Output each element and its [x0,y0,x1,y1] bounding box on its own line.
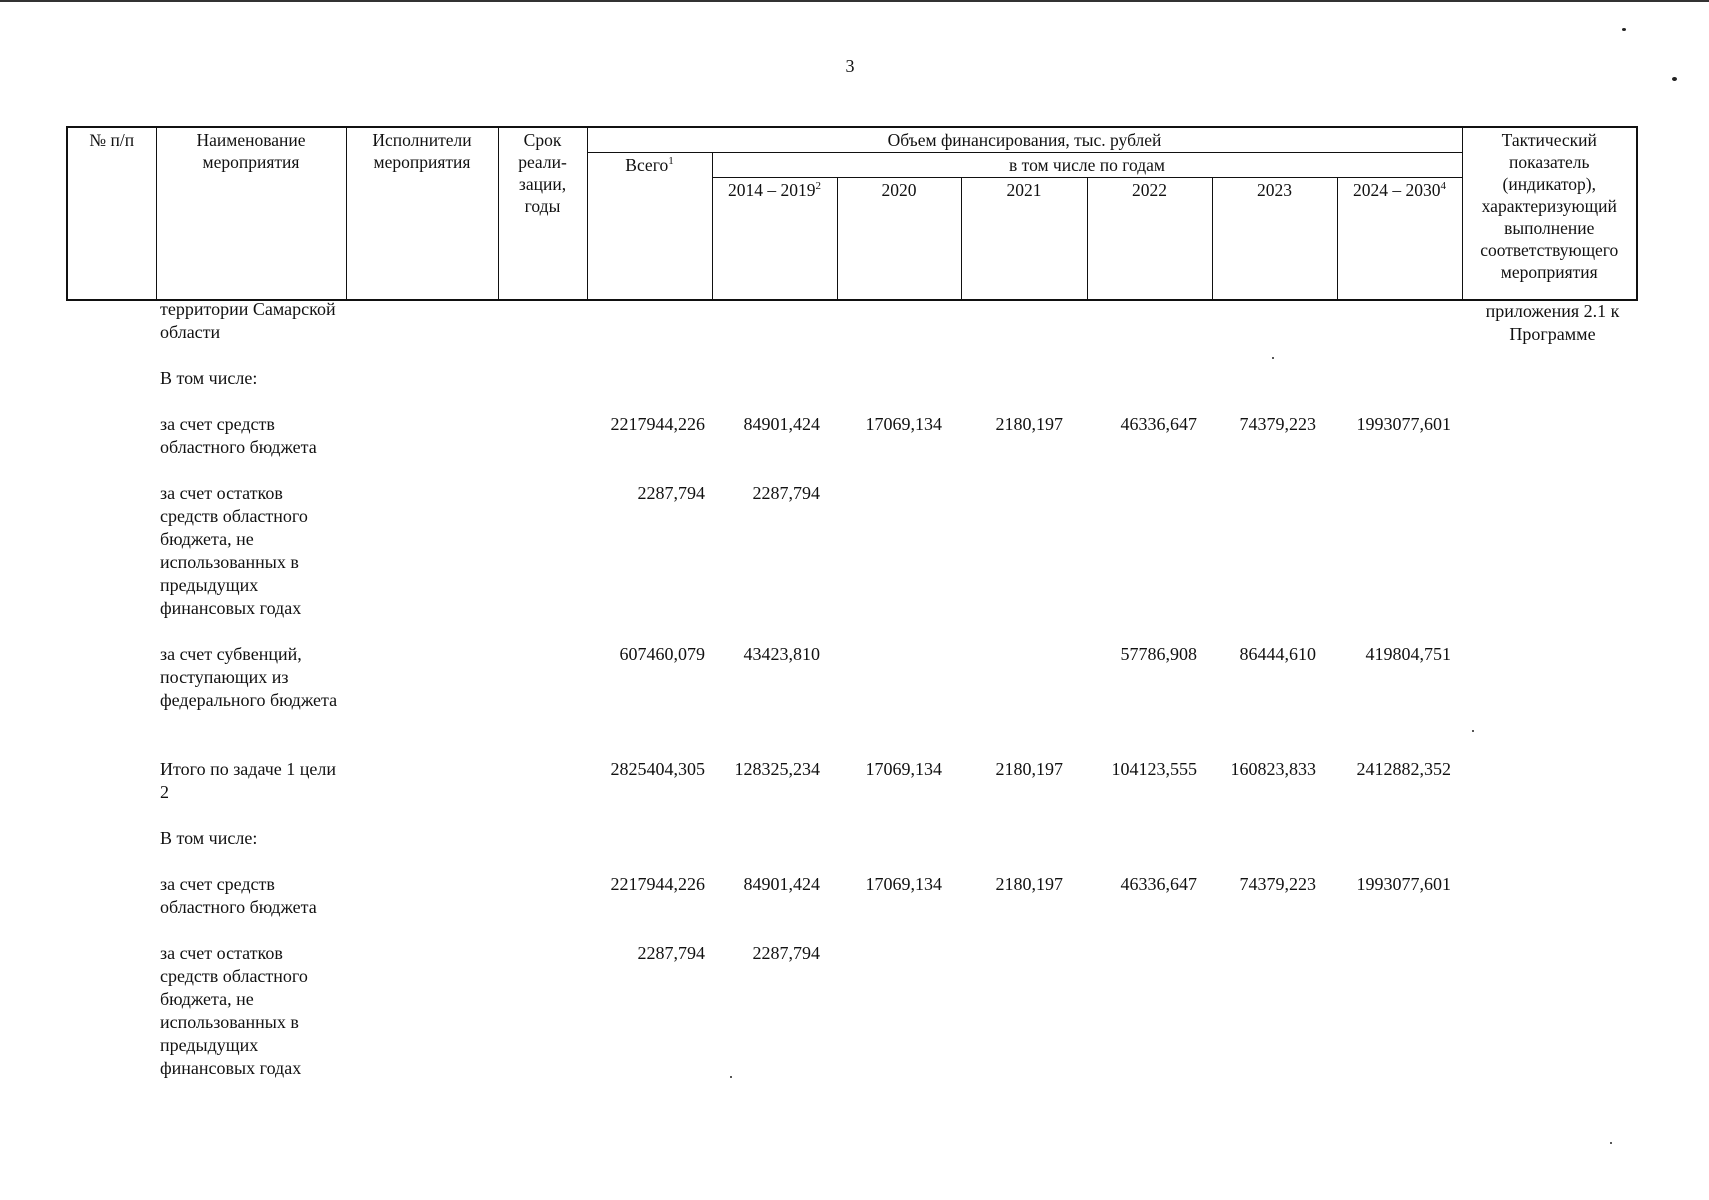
continuation-label: территории Самарской области [160,299,336,342]
row-2014-2019: 128325,234 [734,759,820,779]
row-2023: 74379,223 [1239,414,1316,434]
header-col-2014-2019: 2014 – 2019$^2$ [712,178,837,300]
row-2024-2030: 1993077,601 [1356,414,1451,434]
row-2021: 2180,197 [995,874,1063,894]
row-label: за счет средств областного бюджета [160,414,317,457]
row-2023: 86444,610 [1239,644,1316,664]
row-2014-2019: 43423,810 [743,644,820,664]
header-col-2022: 2022 [1087,178,1212,300]
row-2022: 46336,647 [1120,874,1197,894]
row-2014-2019: 84901,424 [743,874,820,894]
row-total: 607460,079 [619,644,705,664]
row-2024-2030: 2412882,352 [1356,759,1451,779]
row-2024-2030: 1993077,601 [1356,874,1451,894]
row-2014-2019: 84901,424 [743,414,820,434]
header-col-term: Срок реали-зации, годы [498,127,587,300]
row-2023: 160823,833 [1230,759,1316,779]
row-2021: 2180,197 [995,759,1063,779]
row-label: за счет субвенций, поступающих из федерального бюджета [160,644,338,710]
header-col-2021: 2021 [961,178,1087,300]
row-total: 2217944,226 [610,874,705,894]
header-col-2023: 2023 [1212,178,1337,300]
header-col-number: № п/п [67,127,156,300]
row-total: 2287,794 [637,483,705,503]
row-total: 2287,794 [637,943,705,963]
row-2023: 74379,223 [1239,874,1316,894]
row-label: Итого по задаче 1 цели 2 [160,759,337,802]
row-2021: 2180,197 [995,414,1063,434]
row-2014-2019: 2287,794 [752,483,820,503]
header-col-2024-2030: 2024 – 2030$^4$ [1337,178,1462,300]
row-2024-2030: 419804,751 [1365,644,1451,664]
row-total: 2825404,305 [610,759,705,779]
row-label: В том числе: [160,368,258,388]
row-2022: 46336,647 [1120,414,1197,434]
continuation-indicator: приложения 2.1 к Программе [1485,301,1620,344]
header-col-executors: Исполнители мероприятия [346,127,498,300]
row-label: за счет средств областного бюджета [160,874,317,917]
row-2022: 57786,908 [1120,644,1197,664]
row-total: 2217944,226 [610,414,705,434]
row-2020: 17069,134 [865,874,942,894]
header-col-total: Всего$^1$ [587,153,712,300]
row-2014-2019: 2287,794 [752,943,820,963]
page-number: 3 [845,56,855,76]
row-label: за счет остатков средств областного бюджета, не использованных в предыдущих финансовых годах [160,943,308,1078]
row-2022: 104123,555 [1111,759,1197,779]
row-2020: 17069,134 [865,759,942,779]
row-label: В том числе: [160,828,258,848]
header-col-financing: Объем финансирования, тыс. рублей [587,127,1462,153]
row-2020: 17069,134 [865,414,942,434]
row-label: за счет остатков средств областного бюджета, не использованных в предыдущих финансовых годах [160,483,308,618]
header-col-2020: 2020 [837,178,961,300]
header-col-name: Наименование мероприятия [156,127,346,300]
header-col-indicator: Тактический показатель (индикатор), характеризующий выполнение соответствующего мероприятия [1462,127,1637,300]
header-col-by-years: в том числе по годам [712,153,1462,178]
